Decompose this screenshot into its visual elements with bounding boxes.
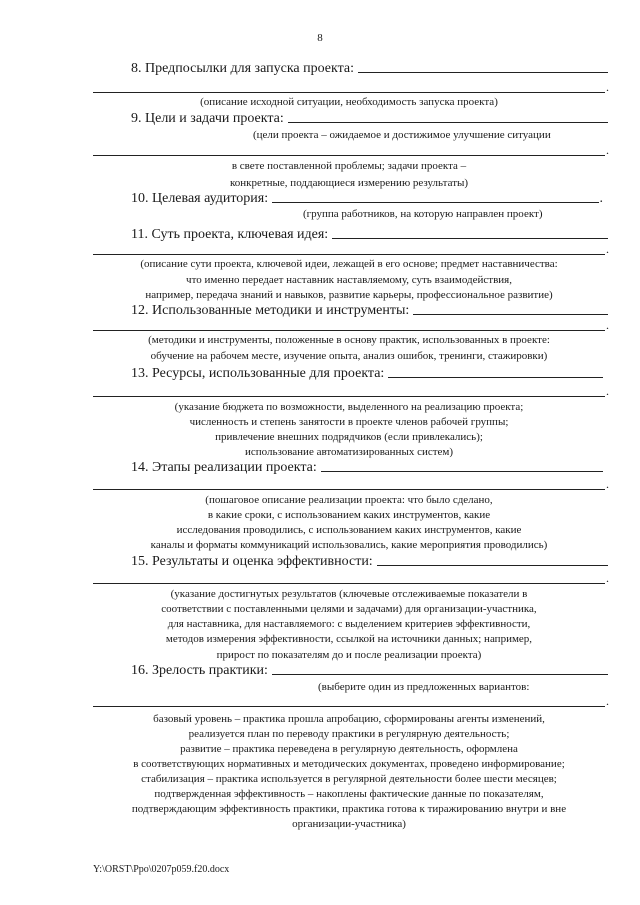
section-13-heading: 13. Ресурсы, использованные для проекта:	[131, 366, 385, 381]
section-15-note-5: прирост по показателям до и после реализации проекта)	[216, 649, 482, 661]
section-16-heading-row	[131, 663, 608, 679]
section-15-fill-line[interactable]	[377, 565, 608, 566]
section-16-heading: 16. Зрелость практики:	[131, 663, 268, 678]
section-13-note-2: численность и степень занятости в проекте членов рабочей группы;	[189, 416, 509, 428]
section-14-note-2: в какие сроки, с использованием каких инструментов, какие	[207, 509, 491, 521]
section-15-answer-line[interactable]	[93, 583, 605, 584]
section-12-note-1: (методики и инструменты, положенные в основу практик, использованных в проекте:	[148, 334, 550, 346]
section-15-note-3: для наставника, для наставляемого: с выделением критериев эффективности,	[167, 618, 531, 630]
section-14-note-3: исследования проводились, с использованием каких инструментов, какие	[176, 524, 522, 536]
line-end-dot: .	[606, 384, 609, 398]
section-14-note-1: (пошаговое описание реализации проекта: что было сделано,	[205, 494, 493, 506]
section-11-note-2: что именно передает наставник наставляемому, суть взаимодействия,	[186, 274, 512, 286]
section-11-heading-row	[131, 227, 608, 243]
section-12-heading-row	[131, 303, 608, 319]
section-11-note-3: например, передача знаний и навыков, развитие карьеры, профессиональное развитие)	[145, 289, 553, 301]
line-end-dot: .	[606, 571, 609, 585]
line-end-dot: .	[606, 242, 609, 256]
section-9-answer-line[interactable]	[93, 155, 605, 156]
section-16-option-1-cont: реализуется план по переводу практики в регулярную деятельность;	[188, 728, 510, 740]
section-10-note: (группа работников, на которую направлен проект)	[303, 208, 543, 220]
section-13-heading-row	[131, 366, 603, 382]
section-16-answer-line[interactable]	[93, 706, 605, 707]
section-16-option-4-cont: подтверждающим эффективность практики, практика готова к тиражированию внутри и вне	[131, 803, 567, 815]
section-14-fill-line[interactable]	[321, 471, 603, 472]
line-end-dot: .	[606, 80, 609, 94]
section-12-answer-line[interactable]	[93, 330, 605, 331]
section-13-fill-line[interactable]	[388, 377, 603, 378]
page-number: 8	[317, 32, 323, 44]
section-13-answer-line[interactable]	[93, 396, 605, 397]
line-end-dot: .	[606, 694, 609, 708]
section-14-answer-line[interactable]	[93, 489, 605, 490]
line-end-dot: .	[606, 477, 609, 491]
section-12-fill-line[interactable]	[413, 314, 608, 315]
section-16-option-4-end: организации-участника)	[292, 818, 406, 830]
section-15-heading-row	[131, 554, 608, 570]
section-16-option-2-cont: в соответствующих нормативных и методических документах, проведено информирование;	[133, 758, 565, 770]
section-11-fill-line[interactable]	[332, 238, 608, 239]
section-9-note-2: в свете поставленной проблемы; задачи проекта –	[231, 160, 467, 172]
section-9-heading-row	[131, 111, 608, 127]
section-16-option-3: стабилизация – практика используется в регулярной деятельности более шести месяцев;	[141, 773, 557, 785]
section-14-heading: 14. Этапы реализации проекта:	[131, 460, 317, 475]
section-14-note-4: каналы и форматы коммуникаций использовались, какие мероприятия проводились)	[150, 539, 548, 551]
section-8-heading-row	[131, 61, 608, 77]
section-16-note-1: (выберите один из предложенных вариантов:	[318, 681, 530, 693]
section-12-heading: 12. Использованные методики и инструменты:	[131, 303, 410, 318]
section-9-note-3: конкретные, поддающиеся измерению результаты)	[229, 177, 469, 189]
section-12-note-2: обучение на рабочем месте, изучение опыта, анализ ошибок, тренинги, стажировки)	[150, 350, 548, 362]
section-10-fill-line[interactable]	[272, 202, 598, 203]
section-10-heading-row	[131, 191, 603, 207]
section-9-note-1: (цели проекта – ожидаемое и достижимое улучшение ситуации	[253, 129, 551, 141]
section-8-note: (описание исходной ситуации, необходимость запуска проекта)	[200, 96, 498, 108]
section-8-fill-line[interactable]	[358, 72, 608, 73]
line-end-dot: .	[606, 318, 609, 332]
section-16-option-2: развитие – практика переведена в регулярную деятельность, оформлена	[180, 743, 518, 755]
section-10-heading: 10. Целевая аудитория:	[131, 191, 269, 206]
section-15-heading: 15. Результаты и оценка эффективности:	[131, 554, 373, 569]
section-14-heading-row	[131, 460, 603, 476]
section-15-note-4: методов измерения эффективности, ссылкой на источники данных; например,	[165, 633, 533, 645]
section-8-answer-line[interactable]	[93, 92, 605, 93]
section-11-note-1: (описание сути проекта, ключевой идеи, лежащей в его основе; предмет наставничества:	[140, 258, 558, 270]
section-16-option-1: базовый уровень – практика прошла апробацию, сформированы агенты изменений,	[153, 713, 545, 725]
section-15-note-2: соответствии с поставленными целями и задачами) для организации-участника,	[161, 603, 537, 615]
document-path-footer: Y:\ORST\Ppo\0207p059.f20.docx	[93, 864, 230, 875]
section-13-note-3: привлечение внешних подрядчиков (если привлекались);	[215, 431, 483, 443]
section-13-note-4: использование автоматизированных систем)	[244, 446, 454, 458]
section-8-heading: 8. Предпосылки для запуска проекта:	[131, 61, 355, 76]
section-15-note-1: (указание достигнутых результатов (ключевые отслеживаемые показатели в	[170, 588, 528, 600]
section-13-note-1: (указание бюджета по возможности, выделенного на реализацию проекта;	[174, 401, 524, 413]
section-16-fill-line[interactable]	[272, 674, 608, 675]
line-end-dot: .	[606, 143, 609, 157]
section-9-fill-line[interactable]	[288, 122, 608, 123]
section-11-heading: 11. Суть проекта, ключевая идея:	[131, 227, 329, 242]
section-9-heading: 9. Цели и задачи проекта:	[131, 111, 284, 126]
section-11-answer-line[interactable]	[93, 254, 605, 255]
line-end-dot: .	[599, 191, 603, 206]
section-16-option-4: подтвержденная эффективность – накоплены фактические данные по показателям,	[154, 788, 544, 800]
